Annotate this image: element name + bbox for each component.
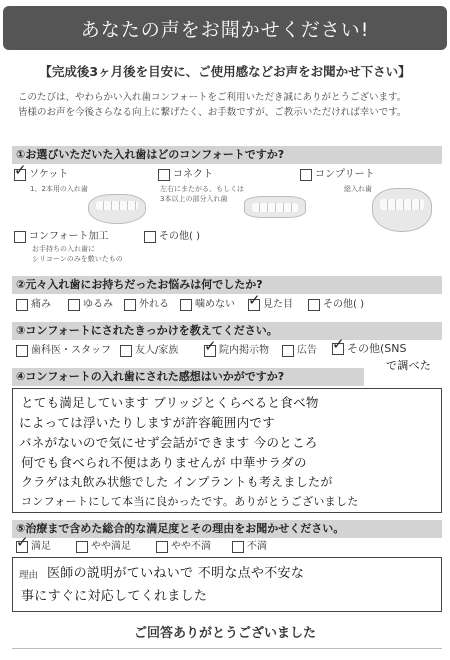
survey-header [3, 6, 447, 50]
checkbox[interactable] [16, 299, 28, 311]
reason-line: 事にすぐに対応してくれました [21, 589, 208, 604]
checkbox[interactable] [16, 345, 28, 357]
checkbox[interactable] [124, 299, 136, 311]
q1-option-other[interactable] [144, 230, 200, 243]
checkbox[interactable] [300, 169, 312, 181]
checkbox-checked[interactable] [332, 343, 344, 355]
intro-text [18, 90, 438, 120]
q2-option-cannot-chew[interactable] [180, 298, 235, 311]
q3-heading: ③コンフォートにされたきっかけを教えてください。 [12, 322, 442, 340]
option-label: コンフォート加工 [29, 231, 109, 242]
q1-option-socket[interactable] [14, 168, 68, 181]
q1-heading: ①お選びいただいた入れ歯はどのコンフォートですか? [12, 146, 442, 164]
option-label: やや満足 [91, 541, 131, 552]
checkbox-checked[interactable] [248, 299, 260, 311]
complete-denture-image [372, 188, 432, 232]
checkbox[interactable] [232, 541, 244, 553]
q2-option-pain[interactable] [16, 298, 51, 311]
option-label: ゆるみ [83, 299, 113, 310]
q3-option-advertisement[interactable] [282, 344, 317, 357]
footer-divider [12, 648, 442, 649]
socket-denture-image [88, 194, 146, 224]
q2-option-loose[interactable] [68, 298, 113, 311]
q3-option-dentist-staff[interactable] [16, 344, 111, 357]
q5-option-dissatisfied[interactable] [232, 540, 267, 553]
checkbox[interactable] [144, 231, 156, 243]
q2-option-falls-out[interactable] [124, 298, 169, 311]
option-label: 歯科医・スタッフ [31, 345, 111, 356]
option-label: やや不満 [171, 541, 211, 552]
denture-teeth [380, 199, 424, 210]
denture-teeth [252, 203, 298, 212]
option-label: コネクト [173, 169, 213, 180]
reason-line: 医師の説明がていねいで 不明な点や不安な [47, 566, 305, 581]
survey-title: あなたの声をお聞かせください! [80, 18, 370, 41]
option-label: 痛み [31, 299, 51, 310]
q2-heading: ②元々入れ歯にお持ちだったお悩みは何でしたか? [12, 276, 442, 294]
q1-option-connect[interactable] [158, 168, 213, 181]
comment-line: によっては浮いたりしますが許容範囲内です [19, 415, 276, 430]
q5-heading: ⑤治療まで含めた総合的な満足度とその理由をお聞かせください。 [12, 520, 442, 538]
checkbox[interactable] [76, 541, 88, 553]
survey-subtitle: 【完成後3ヶ月後を目安に、ご使用感などお声をお聞かせ下さい】 [39, 64, 411, 79]
q5-reason-box[interactable] [12, 557, 442, 612]
option-label: 広告 [297, 345, 317, 356]
checkbox-checked[interactable] [204, 345, 216, 357]
option-label: 外れる [139, 299, 169, 310]
checkbox-checked[interactable] [14, 169, 26, 181]
q3-option-friend-family[interactable] [120, 344, 178, 357]
option-label: 噛めない [195, 299, 235, 310]
option-label: その他(SNS [347, 342, 407, 355]
option-note: お手持ちの入れ歯に シリコーンのみを敷いたもの [32, 245, 123, 263]
footer-thanks: ご回答ありがとうございました [133, 626, 316, 641]
q1-option-complete[interactable] [300, 168, 375, 181]
connect-denture-image [244, 196, 306, 218]
option-label: その他( ) [323, 299, 364, 310]
q5-option-satisfied[interactable] [16, 540, 51, 553]
option-label: 友人/家族 [135, 345, 179, 356]
checkbox[interactable] [158, 169, 170, 181]
checkbox[interactable] [282, 345, 294, 357]
option-label: コンプリート [315, 169, 375, 180]
denture-teeth [96, 201, 139, 210]
comment-line: コンフォートにして本当に良かったです。ありがとうございました [21, 495, 359, 508]
checkbox[interactable] [68, 299, 80, 311]
comment-line: 何でも食べられ不便はありませんが 中華サラダの [21, 455, 307, 470]
option-label: その他( ) [159, 231, 200, 242]
checkbox[interactable] [156, 541, 168, 553]
q3-option-clinic-poster[interactable] [204, 344, 269, 357]
option-label: 満足 [31, 541, 51, 552]
q2-option-other[interactable] [308, 298, 364, 311]
q5-option-somewhat-dissatisfied[interactable] [156, 540, 211, 553]
q5-option-somewhat-satisfied[interactable] [76, 540, 131, 553]
option-label: 見た目 [263, 299, 293, 310]
option-label: 不満 [247, 541, 267, 552]
reason-label: 理由 [19, 570, 39, 581]
checkbox[interactable] [120, 345, 132, 357]
comment-line: とても満足しています ブリッジとくらべると食べ物 [21, 395, 319, 410]
option-label: 院内掲示物 [219, 345, 269, 356]
checkbox-checked[interactable] [16, 541, 28, 553]
intro-line: 皆様のお声を今後さらなる向上に繋げたく、お手数ですが、ご教示いただければ幸いです。 [18, 107, 407, 118]
q4-comment-box[interactable] [12, 388, 442, 513]
option-note: 左右にまたがる、もしくは 3本以上の部分入れ歯 [160, 185, 244, 203]
checkbox[interactable] [308, 299, 320, 311]
comment-line: クラゲは丸飲み状態でした インプラントも考えましたが [21, 475, 333, 489]
q3-option-other[interactable] [332, 342, 407, 355]
comment-line: バネがないので気にせず会話ができます 今のところ [19, 435, 318, 450]
option-note: 1、2本用の入れ歯 [30, 185, 88, 193]
option-label: ソケット [29, 169, 69, 180]
checkbox[interactable] [14, 231, 26, 243]
q1-option-comfort-processing[interactable] [14, 230, 109, 243]
checkbox[interactable] [180, 299, 192, 311]
option-note: 総入れ歯 [344, 185, 372, 193]
intro-line: このたびは、やわらかい入れ歯コンフォートをご利用いただき誠にありがとうございます。 [18, 92, 407, 103]
q2-option-appearance[interactable] [248, 298, 293, 311]
q4-heading: ④コンフォートの入れ歯にされた感想はいかがですか? [12, 368, 364, 386]
q3-other-handwritten: で調べた [386, 359, 432, 372]
